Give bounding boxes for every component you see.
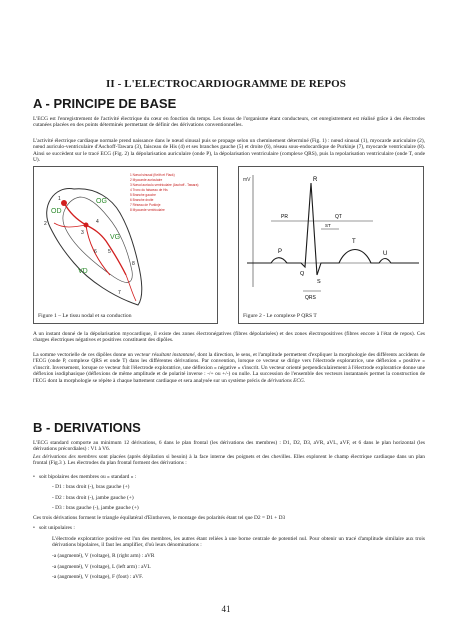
marker-7: 7 bbox=[118, 290, 121, 296]
page-number: 41 bbox=[221, 604, 231, 614]
section-a-paragraph-4 bbox=[33, 352, 425, 384]
section-b-paragraph-3: Ces trois dérivations forment le triangle équilatéral d'Einthoven, le montage des polarités étant tel que D2 = D1 + D3 bbox=[33, 515, 286, 521]
sinus-node-marker bbox=[61, 200, 67, 206]
label-qrs: QRS bbox=[305, 295, 316, 301]
figure-2-frame bbox=[238, 166, 424, 324]
marker-4: 4 bbox=[96, 219, 99, 225]
ecg-complex-diagram bbox=[239, 167, 423, 309]
bullet-unipolar-text: soit unipolaires : bbox=[38, 525, 75, 531]
label-p: P bbox=[278, 249, 283, 255]
purkinje-path bbox=[126, 275, 136, 301]
lead-avl: -a (augmenté), V (voltage), L (left arm) : aVL bbox=[52, 564, 151, 570]
legend-item-7: 7 Réseau de Purkinje bbox=[130, 203, 161, 207]
figure-2-caption: Figure 2 - Le complexe P QRS T bbox=[243, 313, 317, 319]
label-q: Q bbox=[300, 271, 305, 277]
heart-conduction-diagram bbox=[34, 167, 217, 309]
legend-item-2: 2 Myocarde auriculaire bbox=[130, 178, 163, 182]
lead-d1: - D1 : bras droit (-), bras gauche (+) bbox=[52, 484, 130, 490]
lead-avr: -a (augmenté), V (voltage), R (right arm) : aVR bbox=[52, 553, 155, 559]
section-b-heading: B - DERIVATIONS bbox=[33, 420, 141, 435]
bullet-bipolar: • soit bipolaires des membres ou « standard » : bbox=[33, 474, 137, 480]
label-od: OD bbox=[51, 208, 62, 215]
label-vg: VG bbox=[110, 234, 121, 241]
marker-2: 2 bbox=[44, 221, 47, 227]
label-r: R bbox=[313, 177, 318, 183]
section-a-p4-text-a: La somme vectorielle de ces dipôles donne un bbox=[33, 352, 135, 358]
heart-outline bbox=[47, 189, 142, 305]
section-a-p4-text-b: , dont la direction, le sens, et l'amplitude permettent d'expliquer la morphologie des différents accidents de l'ECG (onde P, complexe QRS et onde T) dans les différentes dérivations. Par convention, lorsque ce vecteur se dirige vers l'électrode exploratrice, une déflexion « positive » s'inscrit. Inversement, lorsque ce vecteur fuit l'électrode exploratrice, une déflexion « négative » s'inscrit. Un vecteur orienté perpendiculairement à l'électrode exploratrice donne une déflexion isodiphasique (déflexions de même amplitude et de polarité inverse : -/+ ou +/-) ou nulle. La succession de l'ensemble des vecteurs instantanés permet la construction de l'ECG dont la morphologie se répète à chaque battement cardiaque et sera analysée sur un système précis de bbox=[33, 352, 425, 384]
figure-1-frame bbox=[33, 166, 218, 324]
label-mv: mV bbox=[243, 177, 251, 183]
septum-outline bbox=[63, 197, 132, 282]
section-b-p2-text: sont placées (après dépilation si besoin) à la face interne des poignets et des chevilles. Elles explorent le champ électrique cardiaque dans un plan frontal (Fig.3 ). Les électrodes du plan frontal forment des dérivations : bbox=[33, 454, 425, 467]
av-node-marker bbox=[84, 223, 89, 228]
legend-item-3: 3 Nœud auriculo-ventriculaire (Aschoff - Tawara) bbox=[130, 183, 199, 187]
label-u: U bbox=[383, 251, 388, 257]
section-a-p4-emphasis: vecteur résultant instantané bbox=[134, 352, 195, 358]
lead-avf: -a (augmenté), V (voltage), F (foot) : aVF. bbox=[52, 574, 143, 580]
label-qt: QT bbox=[335, 214, 342, 220]
section-a-paragraph-2: L'activité électrique cardiaque normale prend naissance dans le nœud sinusal puis se propage selon un cheminement déterminé (Fig. 1) : nœud sinusal (1), myocarde auriculaire (2), nœud auriculo-ventriculaire d'Aschoff-Tawara (3), faisceau de His (4) et ses branches gauche (5) et droite (6), réseau sous-endocardique de Purkinje (7), myocarde ventriculaire (8). Ainsi se succèdent sur le tracé ECG (Fig. 2) la dépolarisation auriculaire (onde P), la dépolarisation ventriculaire (complexe QRS), puis la repolarisation ventriculaire (onde T, onde U). bbox=[33, 138, 425, 164]
label-s: S bbox=[317, 279, 321, 285]
figure-1-caption: Figure 1 – Le tissu nodal et sa conduction bbox=[38, 313, 132, 319]
legend-item-8: 8 Myocarde ventriculaire bbox=[130, 208, 165, 212]
page-title: II - L'ELECTROCARDIOGRAMME DE REPOS bbox=[105, 78, 347, 90]
section-a-heading: A - PRINCIPE DE BASE bbox=[33, 96, 177, 111]
legend-item-1: 1 Nœud sinusal (Keith et Flack) bbox=[130, 173, 175, 177]
legend-item-6: 6 Branche droite bbox=[130, 198, 154, 202]
marker-5: 5 bbox=[108, 249, 111, 255]
bullet-bipolar-text: soit bipolaires des membres ou « standard » : bbox=[38, 474, 137, 480]
section-a-p4-text-c: . bbox=[303, 377, 306, 384]
label-pr: PR bbox=[281, 214, 288, 220]
marker-8: 8 bbox=[132, 261, 135, 267]
lead-d2: - D2 : bras droit (-), jambe gauche (+) bbox=[52, 495, 134, 501]
label-st: ST bbox=[325, 223, 331, 228]
section-b-paragraph-1: L'ECG standard comporte au minimum 12 dérivations, 6 dans le plan frontal (les dérivations des membres) : D1, D2, D3, aVR, aVL, aVF, et 6 dans le plan horizontal (les dérivations précordiales) : V1 à V6. bbox=[33, 440, 425, 453]
section-b-p2-emphasis: Les dérivations des membres bbox=[33, 454, 97, 460]
marker-6: 6 bbox=[94, 249, 97, 255]
section-a-paragraph-3: A un instant donné de la dépolarisation myocardique, il existe des zones électronégatives (fibres dépolarisées) et des zones électropositives (fibres encore à l'état de repos). Ces charges électriques négatives et positives constituent des dipôles. bbox=[33, 331, 425, 344]
label-t: T bbox=[352, 239, 356, 245]
marker-1: 1 bbox=[58, 196, 61, 202]
marker-3: 3 bbox=[81, 230, 84, 236]
section-b-paragraph-4: L'électrode exploratrice positive est l'un des membres, les autres étant reliées à une borne centrale de potentiel nul. Pour obtenir un tracé d'amplitude similaire aux trois dérivations bipolaires, il faut les amplifier, d'où leurs dénominations : bbox=[52, 536, 425, 549]
section-a-paragraph-1: L'ECG est l'enregistrement de l'activité électrique du cœur en fonction du temps. Les tissus de l'organisme étant conducteurs, cet enregistrement est réalisé grâce à des électrodes cutanées placées en des points déterminés permettant de définir des dérivations conventionnelles. bbox=[33, 116, 425, 129]
section-a-p4-emphasis-2: dérivations ECG bbox=[267, 377, 304, 384]
label-vd: VD bbox=[78, 268, 88, 275]
legend-item-5: 5 Branche gauche bbox=[130, 193, 156, 197]
atrial-path bbox=[54, 223, 86, 227]
legend-item-4: 4 Tronc du faisceau de His bbox=[130, 188, 168, 192]
lead-d3: - D3 : bras gauche (-), jambe gauche (+) bbox=[52, 505, 139, 511]
section-b-paragraph-2 bbox=[33, 454, 425, 467]
bullet-unipolar: • soit unipolaires : bbox=[33, 525, 75, 531]
label-og: OG bbox=[96, 198, 107, 205]
